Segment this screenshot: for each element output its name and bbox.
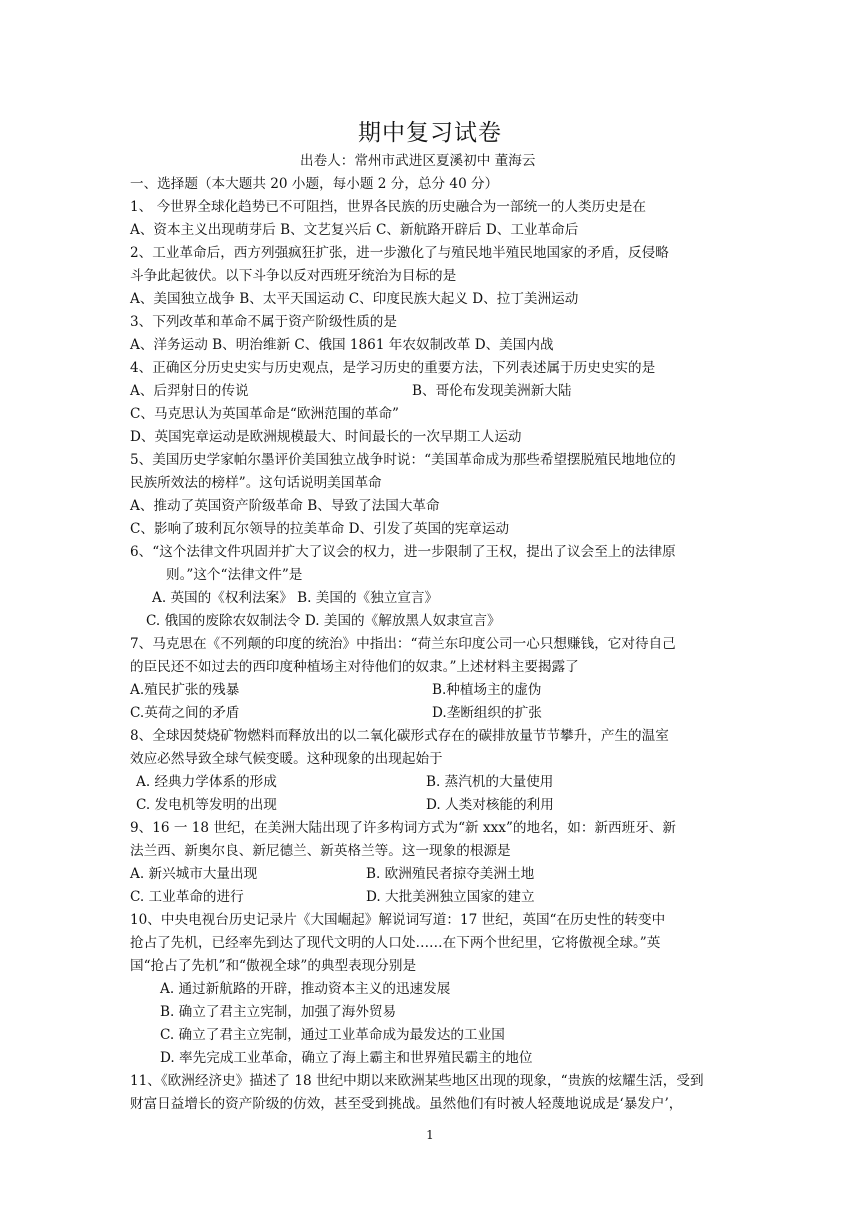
question-8-stem: 8、全球因焚烧矿物燃料而释放出的以二氧化碳形式存在的碳排放量节节攀升，产生的温室 <box>130 728 669 744</box>
page-title: 期中复习试卷 <box>358 120 502 146</box>
question-9-stem: 9、16 一 18 世纪，在美洲大陆出现了许多构词方式为“新 xxx”的地名，如：新西班牙、新 <box>130 820 677 836</box>
question-2-options: A、美国独立战争 B、太平天国运动 C、印度民族大起义 D、拉丁美洲运动 <box>130 291 579 307</box>
question-4-option-c: C、马克思认为英国革命是“欧洲范围的革命” <box>130 406 399 422</box>
question-9-option-b: B. 欧洲殖民者掠夺美洲土地 <box>366 866 535 882</box>
question-10-stem-cont: 抢占了先机，已经率先到达了现代文明的人口处……在下两个世纪里，它将傲视全球。”英 <box>130 935 661 951</box>
question-6-options-cd: C. 俄国的废除农奴制法令 D. 美国的《解放黑人奴隶宣言》 <box>146 613 501 629</box>
question-10-option-b: B. 确立了君主立宪制，加强了海外贸易 <box>160 1004 397 1020</box>
question-6-stem-cont: 则。”这个“法律文件”是 <box>166 567 303 583</box>
question-5-stem-cont: 民族所效法的榜样”。这句话说明美国革命 <box>130 475 382 491</box>
question-6-options-ab: A. 英国的《权利法案》 B. 美国的《独立宣言》 <box>152 590 439 606</box>
question-9-option-d: D. 大批美洲独立国家的建立 <box>366 889 535 905</box>
question-3-options: A、洋务运动 B、明治维新 C、俄国 1861 年农奴制改革 D、美国内战 <box>130 337 554 353</box>
question-7-stem: 7、马克思在《不列颠的印度的统治》中指出：“荷兰东印度公司一心只想赚钱，它对待自己 <box>130 636 676 652</box>
question-10-stem: 10、中央电视台历史记录片《大国崛起》解说词写道：17 世纪，英国“在历史性的转变中 <box>130 912 666 928</box>
question-10-option-a: A. 通过新航路的开辟，推动资本主义的迅速发展 <box>160 981 451 997</box>
question-7-option-c: C.英荷之间的矛盾 <box>130 705 240 721</box>
question-8-option-b: B. 蒸汽机的大量使用 <box>426 774 554 790</box>
section-heading: 一、选择题（本大题共 20 小题，每小题 2 分，总分 40 分） <box>130 176 499 192</box>
question-4-option-d: D、英国宪章运动是欧洲规模最大、时间最长的一次早期工人运动 <box>130 429 522 445</box>
question-3-stem: 3、下列改革和革命不属于资产阶级性质的是 <box>130 314 397 330</box>
question-5-stem: 5、美国历史学家帕尔墨评价美国独立战争时说：“美国革命成为那些希望摆脱殖民地地位的 <box>130 452 676 468</box>
question-1-options: A、资本主义出现萌芽后 B、文艺复兴后 C、新航路开辟后 D、工业革命后 <box>130 222 579 238</box>
question-9-stem-cont: 法兰西、新奥尔良、新尼德兰、新英格兰等。这一现象的根源是 <box>130 843 511 859</box>
question-4-stem: 4、正确区分历史史实与历史观点，是学习历史的重要方法，下列表述属于历史史实的是 <box>130 360 656 376</box>
question-2-stem: 2、工业革命后，西方列强疯狂扩张，进一步激化了与殖民地半殖民地国家的矛盾，反侵略 <box>130 245 669 261</box>
question-9-option-c: C. 工业革命的进行 <box>130 889 244 905</box>
question-5-options-ab: A、推动了英国资产阶级革命 B、导致了法国大革命 <box>130 498 440 514</box>
author-line: 出卷人：常州市武进区夏溪初中 董海云 <box>300 153 536 169</box>
question-8-stem-cont: 效应必然导致全球气候变暖。这种现象的出现起始于 <box>130 751 443 767</box>
question-10-option-d: D. 率先完成工业革命，确立了海上霸主和世界殖民霸主的地位 <box>160 1050 533 1066</box>
question-7-option-b: B.种植场主的虚伪 <box>432 682 542 698</box>
question-11-stem-cont: 财富日益增长的资产阶级的仿效，甚至受到挑战。虽然他们有时被人轻蔑地说成是‘暴发户’， <box>130 1096 683 1112</box>
question-10-stem-cont2: 国“抢占了先机”和“傲视全球”的典型表现分别是 <box>130 958 417 974</box>
page-number: 1 <box>426 1128 434 1142</box>
question-11-stem: 11、《欧洲经济史》描述了 18 世纪中期以来欧洲某些地区出现的现象，“贵族的炫耀生活，受到 <box>130 1073 704 1089</box>
question-10-option-c: C. 确立了君主立宪制，通过工业革命成为最发达的工业国 <box>160 1027 505 1043</box>
question-1-stem: 1、 今世界全球化趋势已不可阻挡，世界各民族的历史融合为一部统一的人类历史是在 <box>130 199 646 215</box>
question-4-option-b: B、哥伦布发现美洲新大陆 <box>412 383 572 399</box>
question-6-stem: 6、“这个法律文件巩固并扩大了议会的权力，进一步限制了王权，提出了议会至上的法律原 <box>130 544 676 560</box>
question-7-option-a: A.殖民扩张的残暴 <box>130 682 240 698</box>
question-7-option-d: D.垄断组织的扩张 <box>432 705 542 721</box>
question-2-stem-cont: 斗争此起彼伏。以下斗争以反对西班牙统治为目标的是 <box>130 268 457 284</box>
question-8-option-c: C. 发电机等发明的出现 <box>136 797 277 813</box>
question-4-option-a: A、后羿射日的传说 <box>130 383 249 399</box>
question-7-stem-cont: 的臣民还不如过去的西印度种植场主对待他们的奴隶。”上述材料主要揭露了 <box>130 659 579 675</box>
question-8-option-d: D. 人类对核能的利用 <box>426 797 554 813</box>
question-5-options-cd: C、影响了玻利瓦尔领导的拉美革命 D、引发了英国的宪章运动 <box>130 521 510 537</box>
question-9-option-a: A. 新兴城市大量出现 <box>130 866 258 882</box>
question-8-option-a: A. 经典力学体系的形成 <box>136 774 277 790</box>
